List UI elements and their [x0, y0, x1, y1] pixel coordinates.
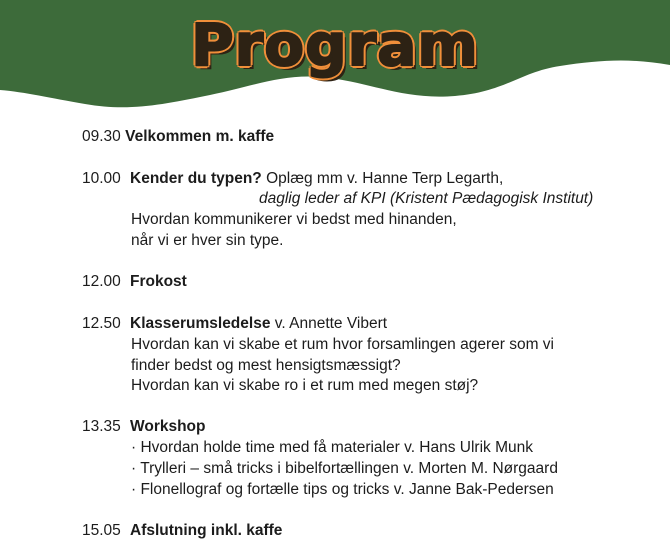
schedule-time: [82, 272, 121, 292]
workshop-item: · Flonellograf og fortælle tips og tricks v. Janne Bak-Pedersen: [131, 481, 554, 498]
session-description: finder bedst og mest hensigtsmæssigt?: [131, 357, 401, 374]
session-description: Hvordan kan vi skabe et rum hvor forsamlingen agerer som vi: [131, 336, 554, 353]
page-title: Program: [191, 11, 479, 79]
workshop-item: · Hvordan holde time med få materialer v. Hans Ulrik Munk: [131, 439, 533, 456]
session-title: Workshop: [130, 418, 206, 435]
session-title: Frokost: [130, 273, 187, 290]
session-description: Hvordan kommunikerer vi bedst med hinanden,: [131, 211, 457, 228]
schedule-time: [82, 127, 274, 147]
time-label: 12.00: [82, 273, 121, 290]
session-title: Velkommen m. kaffe: [125, 128, 275, 145]
schedule-time: [82, 417, 121, 437]
session-heading: [130, 169, 503, 189]
session-title: Kender du typen?: [130, 170, 262, 187]
session-heading: [130, 314, 387, 334]
session-description: Hvordan kan vi skabe ro i et rum med megen støj?: [131, 377, 479, 394]
time-label: 15.05: [82, 522, 121, 539]
session-speaker: v. Annette Vibert: [274, 315, 388, 332]
session-description: når vi er hver sin type.: [131, 232, 284, 249]
session-title: Klasserumsledelse: [130, 315, 271, 332]
speaker-role: daglig leder af KPI (Kristent Pædagogisk Institut): [259, 190, 594, 207]
schedule-time: [82, 521, 121, 541]
schedule-time: [82, 169, 121, 189]
time-label: 10.00: [82, 170, 121, 187]
time-label: 09.30: [82, 128, 121, 145]
workshop-item: · Trylleri – små tricks i bibelfortællingen v. Morten M. Nørgaard: [131, 460, 558, 477]
time-label: 12.50: [82, 315, 121, 332]
time-label: 13.35: [82, 418, 121, 435]
session-title: Afslutning inkl. kaffe: [130, 522, 283, 539]
session-speaker: Oplæg mm v. Hanne Terp Legarth,: [266, 170, 504, 187]
schedule-time: [82, 314, 121, 334]
